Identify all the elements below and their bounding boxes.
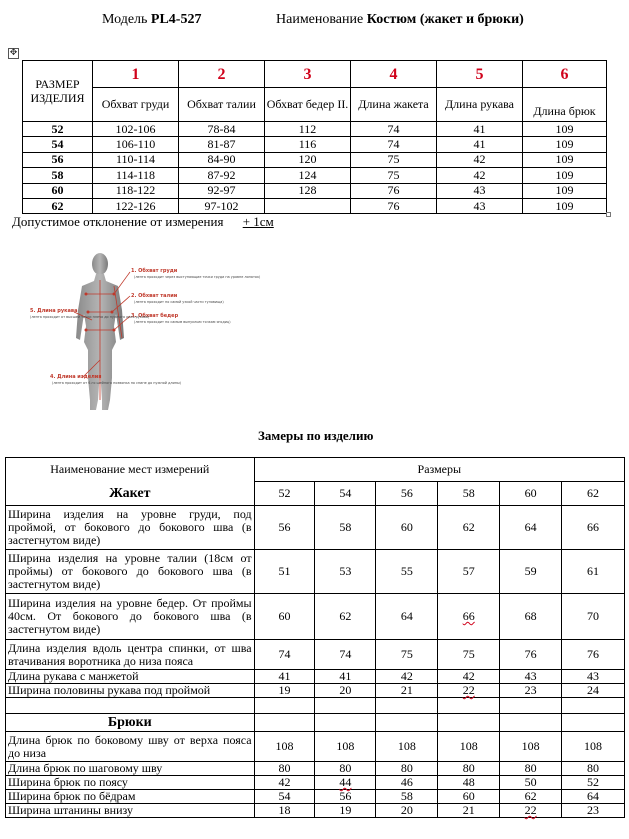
- measurement-value-text: 75: [400, 647, 413, 661]
- figure-note-2: (лента проходит по самой узкой части туловища): [134, 300, 224, 304]
- measurement-value: [438, 804, 500, 818]
- measurement-value-text: 56: [278, 520, 291, 534]
- size-value-cell: 118-122: [93, 183, 179, 198]
- size-row: [23, 198, 607, 213]
- size-value-cell: 109: [523, 183, 607, 198]
- measurement-value: [254, 776, 315, 790]
- measurement-value: [500, 506, 562, 550]
- tolerance-note: [12, 214, 274, 230]
- measurement-value-text: 80: [524, 761, 537, 775]
- size-value-cell: 106-110: [93, 137, 179, 152]
- size-value-cell: 109: [523, 152, 607, 167]
- pants-section-title: Брюки: [6, 714, 255, 732]
- measurement-value: [500, 670, 562, 684]
- column-number: 3: [265, 61, 351, 88]
- size-value-cell: 109: [523, 122, 607, 137]
- measurement-value: [500, 684, 562, 698]
- column-number: 2: [179, 61, 265, 88]
- measurement-value: [376, 684, 438, 698]
- size-value-cell: 74: [351, 137, 437, 152]
- measurements-title: Замеры по изделию: [258, 428, 374, 443]
- figure-label-4: 4. Длина изделия: [50, 374, 102, 380]
- model-code: PL4-527: [150, 12, 202, 27]
- measurement-value-text: 108: [336, 739, 355, 753]
- measurement-value-text: 22: [524, 803, 537, 817]
- size-value-cell: 43: [437, 198, 523, 213]
- column-label: Длина жакета: [351, 88, 437, 122]
- measurement-value: [500, 594, 562, 640]
- measurement-value-text: 54: [278, 789, 291, 803]
- product-name: Костюм (жакет и брюки): [366, 12, 524, 27]
- size-cell: 56: [23, 152, 93, 167]
- measurement-value: [562, 762, 625, 776]
- measurement-value: [315, 790, 376, 804]
- measurement-value: [562, 670, 625, 684]
- measurement-value-text: 64: [587, 789, 600, 803]
- measurement-value-text: 50: [524, 775, 537, 789]
- measurement-value-text: 42: [400, 669, 413, 683]
- measurement-value: [376, 762, 438, 776]
- size-cell: 54: [23, 137, 93, 152]
- figure-label-3: 3. Обхват бедер: [131, 313, 179, 319]
- measurement-value-text: 80: [400, 761, 413, 775]
- measurement-label: Ширина изделия на уровне талии (18см от проймы) от бокового до бокового шва (в застегнутом виде): [6, 550, 255, 594]
- measurement-value-text: 108: [521, 739, 540, 753]
- measurement-value: [315, 550, 376, 594]
- measurement-row: [6, 762, 625, 776]
- measurement-value: [254, 640, 315, 670]
- measurement-value: [562, 550, 625, 594]
- measurement-value-text: 23: [524, 683, 537, 697]
- measurement-value: [376, 790, 438, 804]
- column-label: Обхват бедер II.: [265, 88, 351, 122]
- name-line: [276, 12, 524, 28]
- measurement-value-text: 46: [400, 775, 413, 789]
- size-value-cell: 112: [265, 122, 351, 137]
- measurement-label: Ширина половины рукава под проймой: [6, 684, 255, 698]
- size-col-header: 62: [562, 482, 625, 506]
- measurement-value: [562, 684, 625, 698]
- measurement-row: [6, 684, 625, 698]
- size-value-cell: 87-92: [179, 168, 265, 183]
- size-value-cell: 75: [351, 168, 437, 183]
- measurement-value-text: 41: [339, 669, 352, 683]
- figure-label-1: 1. Обхват груди: [131, 268, 178, 274]
- measurement-value-text: 48: [462, 775, 475, 789]
- measurement-row: [6, 506, 625, 550]
- measurement-value-text: 59: [524, 564, 537, 578]
- size-col-header: 56: [376, 482, 438, 506]
- measurement-value-text: 80: [587, 761, 600, 775]
- column-number: 5: [437, 61, 523, 88]
- measurement-row: [6, 790, 625, 804]
- measurement-row: [6, 804, 625, 818]
- measurements-table: [5, 457, 625, 818]
- column-number: 1: [93, 61, 179, 88]
- body-figure-illustration: [26, 250, 261, 418]
- measurement-value-text: 66: [587, 520, 600, 534]
- measurement-value-text: 44: [339, 775, 352, 789]
- measurement-row: [6, 640, 625, 670]
- size-value-cell: 109: [523, 168, 607, 183]
- measurement-figure: [26, 250, 261, 418]
- size-value-cell: 102-106: [93, 122, 179, 137]
- measurement-value-text: 21: [462, 803, 475, 817]
- measurement-value: [254, 506, 315, 550]
- size-value-cell: 110-114: [93, 152, 179, 167]
- size-value-cell: 116: [265, 137, 351, 152]
- jacket-section-title: Жакет: [6, 482, 255, 506]
- measurement-value: [438, 790, 500, 804]
- model-label: Модель: [102, 12, 148, 27]
- measurement-value-text: 70: [587, 609, 600, 623]
- measurement-value-text: 64: [400, 609, 413, 623]
- measurement-value-text: 20: [400, 803, 413, 817]
- size-value-cell: 109: [523, 198, 607, 213]
- measurement-value: [562, 804, 625, 818]
- measurement-value-text: 60: [400, 520, 413, 534]
- measurement-value: [254, 790, 315, 804]
- size-value-cell: 109: [523, 137, 607, 152]
- measurement-value-text: 23: [587, 803, 600, 817]
- measurement-value: [562, 732, 625, 762]
- measurement-label: Ширина изделия на уровне бедер. От проймы 40см. От бокового до бокового шва (в застегнутом виде): [6, 594, 255, 640]
- measurement-value-text: 76: [524, 647, 537, 661]
- size-value-cell: 81-87: [179, 137, 265, 152]
- measurement-value: [376, 550, 438, 594]
- size-value-cell: 42: [437, 168, 523, 183]
- measurement-value-text: 108: [459, 739, 478, 753]
- measurement-label: Ширина брюк по бёдрам: [6, 790, 255, 804]
- size-header-cell: РАЗМЕР ИЗДЕЛИЯ: [23, 61, 93, 122]
- measurement-value: [438, 776, 500, 790]
- size-col-header: 58: [438, 482, 500, 506]
- size-value-cell: [265, 198, 351, 213]
- measurement-label: Длина рукава с манжетой: [6, 670, 255, 684]
- measurement-label: Ширина брюк по поясу: [6, 776, 255, 790]
- measurement-value: [376, 732, 438, 762]
- measurement-value-text: 76: [587, 647, 600, 661]
- size-row: [23, 122, 607, 137]
- sizes-header: Размеры: [254, 458, 624, 482]
- measurement-value: [315, 732, 376, 762]
- size-value-cell: 74: [351, 122, 437, 137]
- size-row: [23, 137, 607, 152]
- column-label: Длина рукава: [437, 88, 523, 122]
- measurement-value: [315, 506, 376, 550]
- size-value-cell: 92-97: [179, 183, 265, 198]
- size-row: [23, 152, 607, 167]
- measurement-value: [254, 762, 315, 776]
- measurement-value: [562, 594, 625, 640]
- tolerance-text: Допустимое отклонение от измерения: [12, 214, 224, 229]
- measurement-value: [500, 732, 562, 762]
- model-line: [102, 12, 201, 28]
- measurement-value: [376, 640, 438, 670]
- measurement-value: [562, 506, 625, 550]
- measurement-value-text: 55: [400, 564, 413, 578]
- measurement-label: Длина изделия вдоль центра спинки, от шва втачивания воротника до низа поясa: [6, 640, 255, 670]
- measurement-value-text: 41: [278, 669, 291, 683]
- place-header: Наименование мест измерений: [6, 458, 255, 482]
- table-move-handle-icon[interactable]: ✥: [9, 48, 18, 58]
- size-value-cell: 76: [351, 198, 437, 213]
- column-label: Обхват талии: [179, 88, 265, 122]
- measurement-value: [438, 684, 500, 698]
- measurement-value-text: 18: [278, 803, 291, 817]
- column-label: Обхват груди: [93, 88, 179, 122]
- measurement-value-text: 58: [400, 789, 413, 803]
- measurement-value: [315, 684, 376, 698]
- measurement-value: [376, 670, 438, 684]
- measurement-value-text: 62: [524, 789, 537, 803]
- size-value-cell: 114-118: [93, 168, 179, 183]
- size-value-cell: 43: [437, 183, 523, 198]
- measurement-value-text: 108: [397, 739, 416, 753]
- size-chart-table: [22, 60, 607, 214]
- size-cell: 62: [23, 198, 93, 213]
- figure-note-4: (лента проходит от 6-го шейного позвонка по спине до нужной длины): [52, 381, 182, 385]
- measurement-value: [438, 670, 500, 684]
- measurement-value: [315, 594, 376, 640]
- measurement-value: [376, 594, 438, 640]
- size-cell: 58: [23, 168, 93, 183]
- measurement-value: [438, 762, 500, 776]
- measurement-value: [500, 804, 562, 818]
- measurement-value-text: 74: [339, 647, 352, 661]
- measurement-row: [6, 550, 625, 594]
- measurement-value: [562, 790, 625, 804]
- measurement-value: [254, 732, 315, 762]
- measurement-value-text: 42: [462, 669, 475, 683]
- measurement-value-text: 62: [462, 520, 475, 534]
- figure-label-5: 5. Длина рукава: [30, 308, 78, 314]
- measurement-value: [438, 640, 500, 670]
- size-value-cell: 42: [437, 152, 523, 167]
- measurement-value: [315, 640, 376, 670]
- measurement-value-text: 62: [339, 609, 352, 623]
- measurement-value: [254, 550, 315, 594]
- size-col-header: 52: [254, 482, 315, 506]
- measurement-label: Ширина изделия на уровне груди, под проймой, от бокового до бокового шва (в застегнутом виде): [6, 506, 255, 550]
- size-cell: 52: [23, 122, 93, 137]
- size-value-cell: 124: [265, 168, 351, 183]
- measurement-value: [254, 594, 315, 640]
- size-value-cell: 122-126: [93, 198, 179, 213]
- measurement-value-text: 68: [524, 609, 537, 623]
- size-row: [23, 183, 607, 198]
- measurement-value-text: 61: [587, 564, 600, 578]
- figure-note-1: (лента проходит через выступающие точки груди на уровне лопаток): [134, 275, 261, 279]
- measurement-value-text: 51: [278, 564, 291, 578]
- spacer-row: [6, 698, 625, 714]
- figure-label-2: 2. Обхват талии: [131, 293, 178, 299]
- measurement-value: [315, 762, 376, 776]
- size-value-cell: 41: [437, 122, 523, 137]
- measurement-value-text: 74: [278, 647, 291, 661]
- measurement-value: [438, 594, 500, 640]
- measurement-value-text: 24: [587, 683, 600, 697]
- measurement-value: [500, 762, 562, 776]
- measurement-label: Длина брюк по шаговому шву: [6, 762, 255, 776]
- measurement-value-text: 19: [339, 803, 352, 817]
- measurement-value-text: 19: [278, 683, 291, 697]
- measurement-value: [376, 804, 438, 818]
- size-col-header: 54: [315, 482, 376, 506]
- measurement-value: [438, 732, 500, 762]
- measurement-value-text: 60: [462, 789, 475, 803]
- measurement-value: [315, 776, 376, 790]
- measurement-value: [438, 550, 500, 594]
- measurement-value-text: 80: [339, 761, 352, 775]
- size-value-cell: 41: [437, 137, 523, 152]
- size-value-cell: 97-102: [179, 198, 265, 213]
- size-value-cell: 78-84: [179, 122, 265, 137]
- measurement-value-text: 52: [587, 775, 600, 789]
- measurement-value-text: 21: [400, 683, 413, 697]
- figure-note-3: (лента проходит по самым выпуклым точкам ягодиц): [134, 320, 231, 324]
- size-value-cell: 120: [265, 152, 351, 167]
- measurement-value: [562, 640, 625, 670]
- measurement-value-text: 108: [584, 739, 603, 753]
- measurement-value: [500, 776, 562, 790]
- measurement-value: [500, 640, 562, 670]
- measurement-value-text: 42: [278, 775, 291, 789]
- measurement-value-text: 22: [462, 683, 475, 697]
- measurement-label: Длина брюк по боковому шву от верха пояса до низа: [6, 732, 255, 762]
- measurement-label: Ширина штанины внизу: [6, 804, 255, 818]
- measurement-value: [500, 550, 562, 594]
- measurement-value-text: 66: [462, 609, 475, 623]
- measurement-value-text: 43: [587, 669, 600, 683]
- measurement-value: [500, 790, 562, 804]
- column-number: 6: [523, 61, 607, 88]
- size-value-cell: 76: [351, 183, 437, 198]
- column-label: Длина брюк: [523, 88, 607, 122]
- measurement-value-text: 20: [339, 683, 352, 697]
- measurement-value-text: 53: [339, 564, 352, 578]
- measurement-value-text: 56: [339, 789, 352, 803]
- measurement-row: [6, 670, 625, 684]
- measurement-value-text: 57: [462, 564, 475, 578]
- measurement-value-text: 43: [524, 669, 537, 683]
- measurement-value: [254, 804, 315, 818]
- measurement-row: [6, 594, 625, 640]
- size-row: [23, 168, 607, 183]
- document-header: [0, 12, 629, 34]
- measurement-value-text: 108: [275, 739, 294, 753]
- measurement-value: [254, 684, 315, 698]
- measurement-row: [6, 732, 625, 762]
- measurement-value-text: 75: [462, 647, 475, 661]
- table-resize-handle[interactable]: [606, 212, 611, 217]
- name-label: Наименование: [276, 12, 364, 27]
- size-col-header: 60: [500, 482, 562, 506]
- size-value-cell: 84-90: [179, 152, 265, 167]
- measurement-value-text: 58: [339, 520, 352, 534]
- size-cell: 60: [23, 183, 93, 198]
- measurement-value: [254, 670, 315, 684]
- measurement-row: [6, 776, 625, 790]
- measurement-value: [315, 670, 376, 684]
- measurement-value-text: 80: [278, 761, 291, 775]
- column-number: 4: [351, 61, 437, 88]
- measurement-value-text: 64: [524, 520, 537, 534]
- measurement-value-text: 60: [278, 609, 291, 623]
- measurement-value: [438, 506, 500, 550]
- tolerance-value: + 1см: [242, 214, 274, 229]
- measurement-value-text: 80: [462, 761, 475, 775]
- figure-note-5: (лента проходит от высшей точки плеча до нужного края рукава): [30, 315, 150, 319]
- measurement-value: [376, 776, 438, 790]
- measurement-value: [376, 506, 438, 550]
- measurement-value: [562, 776, 625, 790]
- measurement-value: [315, 804, 376, 818]
- size-value-cell: 128: [265, 183, 351, 198]
- size-value-cell: 75: [351, 152, 437, 167]
